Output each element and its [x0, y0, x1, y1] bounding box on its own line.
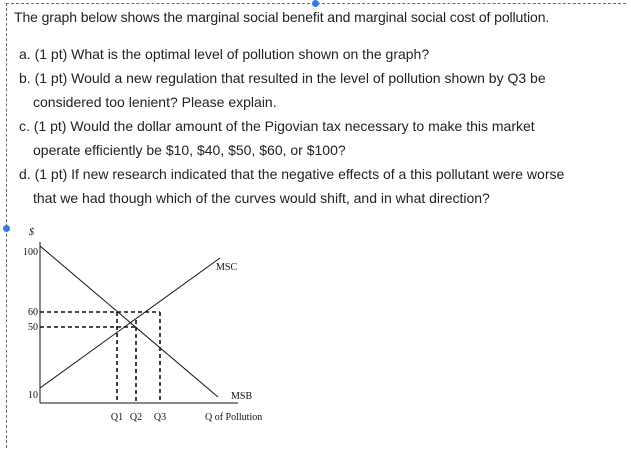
question-c-line2: operate efficiently be $10, $40, $50, $60, or $100?	[33, 142, 346, 158]
question-b-line1: b. (1 pt) Would a new regulation that resulted in the level of pollution shown by Q3 be	[19, 70, 546, 86]
msc-curve	[40, 258, 220, 388]
question-d-line1: d. (1 pt) If new research indicated that the negative effects of a this pollutant were worse	[19, 166, 565, 182]
x-tick-q3: Q3	[153, 412, 167, 423]
y-tick-60: 60	[28, 307, 38, 318]
x-tick-q2: Q2	[129, 412, 143, 423]
msc-label: MSC	[216, 262, 238, 273]
x-axis-label: Q of Pollution	[205, 412, 263, 423]
msb-curve	[40, 246, 218, 397]
x-tick-q1: Q1	[110, 412, 124, 423]
question-a-line1: a. (1 pt) What is the optimal level of pollution shown on the graph?	[19, 46, 430, 62]
question-intro: The graph below shows the marginal social benefit and marginal social cost of pollution.	[14, 9, 550, 25]
question-d-line2: that we had though which of the curves would shift, and in what direction?	[33, 190, 490, 206]
y-tick-10: 10	[28, 390, 38, 401]
question-b-line2: considered too lenient? Please explain.	[33, 94, 277, 110]
y-tick-50: 50	[28, 322, 38, 333]
y-tick-100: 100	[23, 247, 38, 258]
y-unit-label: $	[29, 227, 34, 238]
question-c-line1: c. (1 pt) Would the dollar amount of the Pigovian tax necessary to make this market	[19, 118, 535, 134]
msb-label: MSB	[231, 391, 253, 402]
